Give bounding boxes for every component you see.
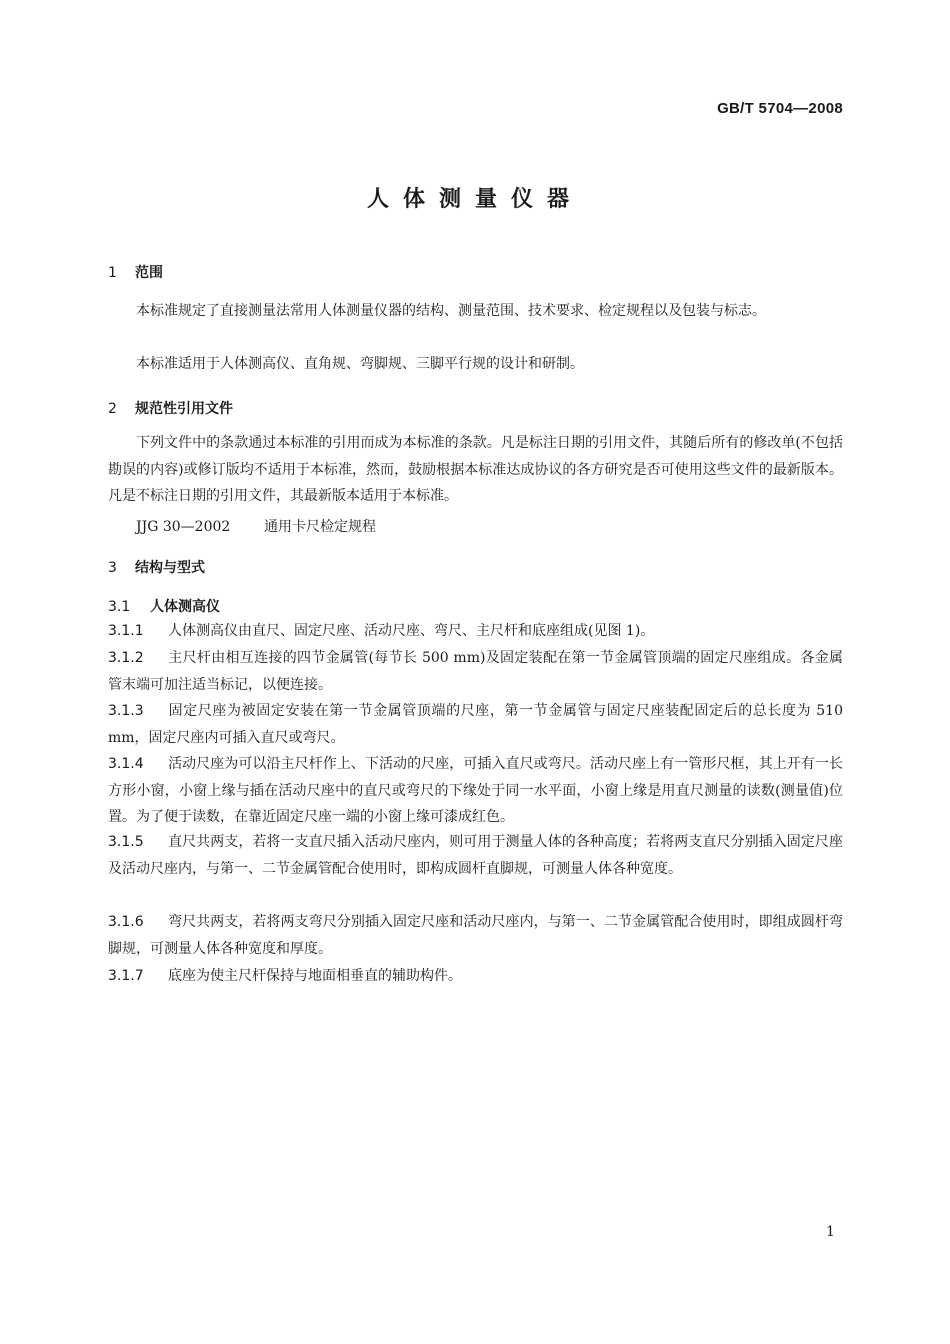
section-3-1-heading	[108, 596, 220, 616]
section-3-heading	[108, 557, 205, 577]
section-2-heading	[108, 398, 233, 418]
clause-number: 3.1.2	[108, 650, 144, 666]
clause-3-1-1	[108, 618, 843, 645]
clause-text: 直尺共两支，若将一支直尺插入活动尺座内，则可用于测量人体的各种高度；若将两支直尺分别插入固定尺座及活动尺座内，与第一、二节金属管配合使用时，即构成圆杆直脚规，可测量人体各种宽度。	[108, 834, 843, 877]
clause-number: 3.1.6	[108, 914, 144, 930]
clause-number: 3.1.5	[108, 834, 144, 850]
section-title: 人体测高仪	[150, 599, 220, 615]
clause-text: 主尺杆由相互连接的四节金属管(每节长 500 mm)及固定装配在第一节金属管顶端的固定尺座组成。各金属管末端可加注适当标记，以便连接。	[108, 650, 843, 693]
section-number: 3	[108, 560, 117, 576]
standard-code: GB/T 5704—2008	[717, 100, 843, 117]
clause-3-1-4	[108, 751, 843, 831]
clause-number: 3.1.7	[108, 968, 144, 984]
section-title: 结构与型式	[135, 560, 205, 576]
section-number: 3.1	[108, 599, 131, 615]
page-number: 1	[826, 1224, 835, 1240]
clause-number: 3.1.1	[108, 623, 144, 639]
clause-text: 活动尺座为可以沿主尺杆作上、下活动的尺座，可插入直尺或弯尺。活动尺座上有一管形尺框，其上开有一长方形小窗，小窗上缘与插在活动尺座中的直尺或弯尺的下缘处于同一水平面，小窗上缘是用直尺测量的读数(测量值)位置。为了便于读数，在靠近固定尺座一端的小窗上缘可漆成红色。	[108, 756, 843, 825]
section-1-heading	[108, 262, 163, 282]
paragraph-references: 下列文件中的条款通过本标准的引用而成为本标准的条款。凡是标注日期的引用文件，其随后所有的修改单(不包括勘误的内容)或修订版均不适用于本标准，然而，鼓励根据本标准达成协议的各方研究是否可使用这些文件的最新版本。凡是不标注日期的引用文件，其最新版本适用于本标准。	[108, 435, 843, 504]
reference-entry	[136, 516, 376, 536]
clause-3-1-2	[108, 645, 843, 698]
clause-number: 3.1.3	[108, 703, 144, 719]
clause-3-1-3	[108, 698, 843, 751]
paragraph-scope-1: 本标准规定了直接测量法常用人体测量仪器的结构、测量范围、技术要求、检定规程以及包装与标志。	[136, 303, 766, 319]
clause-text: 固定尺座为被固定安装在第一节金属管顶端的尺座，第一节金属管与固定尺座装配固定后的总长度为 510 mm，固定尺座内可插入直尺或弯尺。	[108, 703, 843, 746]
clause-text: 弯尺共两支，若将两支弯尺分别插入固定尺座和活动尺座内，与第一、二节金属管配合使用时，即组成圆杆弯脚规，可测量人体各种宽度和厚度。	[108, 914, 843, 957]
section-title: 规范性引用文件	[135, 401, 233, 417]
clause-3-1-6	[108, 909, 843, 962]
clause-text: 人体测高仪由直尺、固定尺座、活动尺座、弯尺、主尺杆和底座组成(见图 1)。	[168, 623, 655, 639]
clause-3-1-7	[108, 963, 843, 990]
paragraph-scope-2: 本标准适用于人体测高仪、直角规、弯脚规、三脚平行规的设计和研制。	[136, 356, 584, 372]
section-title: 范围	[135, 265, 163, 281]
clause-text: 底座为使主尺杆保持与地面相垂直的辅助构件。	[168, 968, 462, 984]
reference-code: JJG 30—2002	[136, 519, 231, 535]
reference-name: 通用卡尺检定规程	[264, 519, 376, 535]
clause-number: 3.1.4	[108, 756, 144, 772]
clause-3-1-5	[108, 829, 843, 882]
document-title: 人体测量仪器	[366, 187, 583, 212]
section-number: 1	[108, 265, 117, 281]
section-number: 2	[108, 401, 117, 417]
